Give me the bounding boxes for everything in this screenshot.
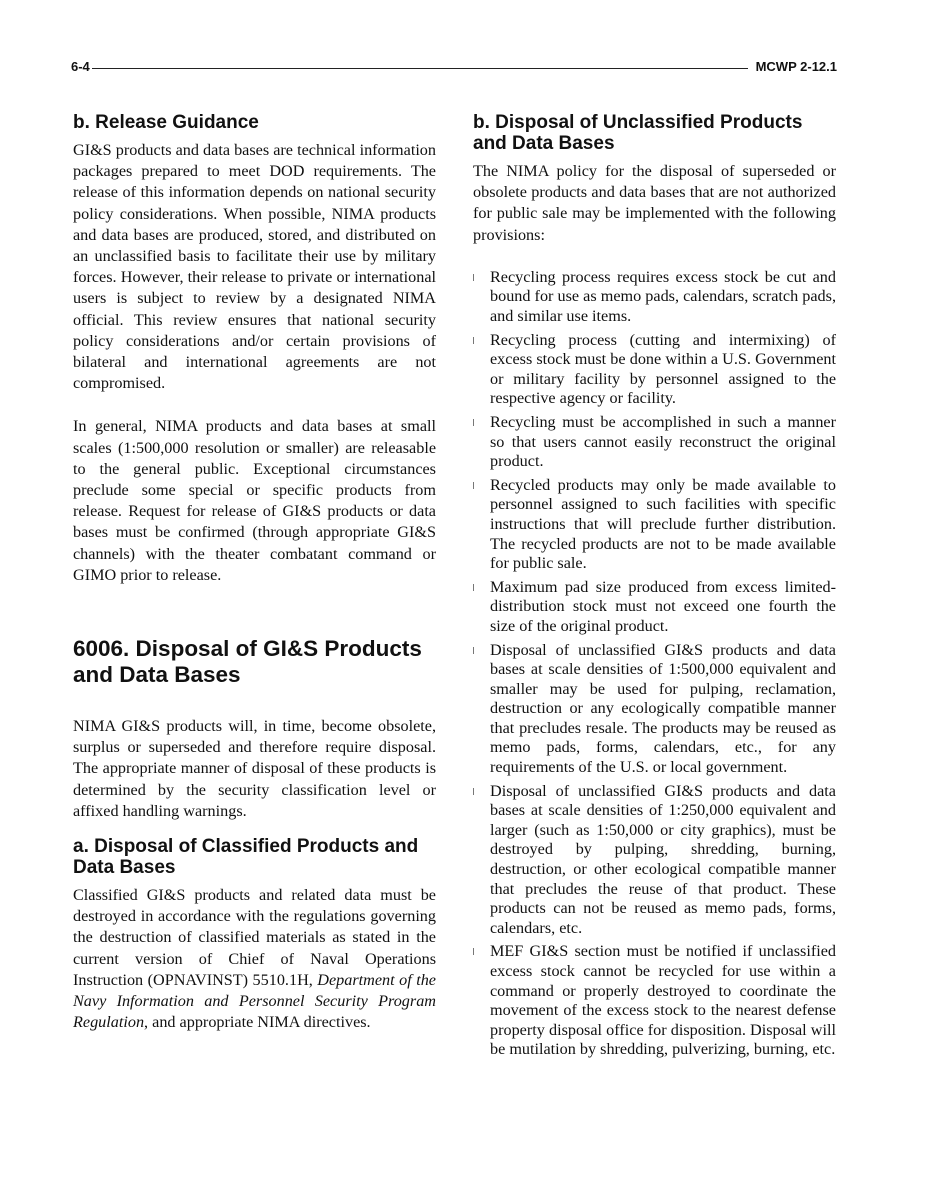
list-item-text: Disposal of unclassified GI&S products and data bases at scale densities of 1:250,000 equivalent and larger (such as 1:50,000 or city graphics), must be destroyed by pulping, shredding, burning, destruction, or other ecological compatible manner that precludes the reuse of that product. These products can not be reused as memo pads, forms, calendars, etc. [490,781,836,937]
list-item-text: Recycling must be accomplished in such a manner so that users cannot easily reconstruct the original product. [490,412,836,471]
list-item [473,942,836,1060]
page-header [71,58,837,78]
bullet-icon [473,788,474,795]
provisions-list [473,268,836,1060]
list-item [473,331,836,409]
bullet-icon [473,482,474,489]
classified-disposal-heading: a. Disposal of Classified Products and Data Bases [73,836,419,879]
bullet-icon [473,274,474,281]
page-number: 6-4 [71,59,90,74]
section-6006-heading: 6006. Disposal of GI&S Products and Data Bases [73,636,422,688]
unclassified-disposal-heading: b. Disposal of Unclassified Products and Data Bases [473,112,803,154]
section-6006-paragraph: NIMA GI&S products will, in time, become obsolete, surplus or superseded and therefore require disposal. The appropriate manner of disposal of these products is determined by the security classification level or affixed handling warnings. [73,717,436,820]
list-item-text: MEF GI&S section must be notified if unclassified excess stock cannot be recycled for use within a command or properly destroyed to coordinate the movement of the excess stock to the nearest defense property disposal office for disposition. Disposal will be mutilation by shredding, pulverizing, burning, etc. [490,942,836,1059]
bullet-icon [473,584,474,591]
regulation-title: Department of the Navy Information and Personnel Security Program Regulation [73,970,436,1032]
release-guidance-paragraph-2: In general, NIMA products and data bases at small scales (1:500,000 resolution or smaller) are releasable to the general public. Exceptional circumstances preclude some special or specific products from release. Request for release of GI&S products or data bases must be confirmed (through appropriate GI&S channels) with the theater combatant command or GIMO prior to release. [73,417,436,584]
release-guidance-heading: b. Release Guidance [73,112,259,133]
classified-text-start: Classified GI&S products and related data must be destroyed in accordance with the regulations governing the destruction of classified materials as stated in the current version of Chief of Naval Operations Instruction (OPNAVINST) 5510.1H, [73,886,436,989]
list-item [473,476,836,574]
list-item [473,641,836,778]
bullet-icon [473,948,474,955]
classified-disposal-paragraph [73,885,436,1033]
bullet-icon [473,419,474,426]
list-item-text: Recycling process requires excess stock be cut and bound for use as memo pads, calendars, scratch pads, and similar use items. [490,267,836,325]
list-item [473,268,836,327]
list-item-text: Recycled products may only be made available to personnel assigned to such facilities with specific instructions that will preclude further distribution. The recycled products are not to be made available for public sale. [490,475,836,573]
list-item-text: Recycling process (cutting and intermixing) of excess stock must be done within a U.S. Government or military facility by personnel assigned to the respective agency or facility. [490,330,836,408]
release-guidance-paragraph-1: GI&S products and data bases are technical information packages prepared to meet DOD requirements. The release of this information depends on national security policy considerations. When possible, NIMA products and data bases are produced, stored, and distributed on an unclassified basis to facilitate their use by military forces. However, their release to private or international users is subject to review by a designated NIMA official. This review ensures that national security policy considerations and/or certain provisions of bilateral and international agreements are not compromised. [73,141,436,393]
unclassified-disposal-intro: The NIMA policy for the disposal of superseded or obsolete products and data bases that are not authorized for public sale may be implemented with the following provisions: [473,162,836,244]
document-id: MCWP 2-12.1 [748,58,837,76]
right-column [473,112,836,1064]
classified-text-end: , and appropriate NIMA directives. [144,1013,371,1032]
list-item [473,782,836,939]
list-item-text: Maximum pad size produced from excess limited-distribution stock must not exceed one fourth the size of the original product. [490,577,836,635]
list-item [473,578,836,637]
bullet-icon [473,337,474,344]
bullet-icon [473,647,474,654]
header-rule [71,68,837,69]
left-column [73,112,436,1034]
list-item [473,413,836,472]
list-item-text: Disposal of unclassified GI&S products and data bases at scale densities of 1:500,000 equivalent and smaller may be used for pulping, reclamation, destruction or any ecologically compatible manner that precludes resale. The products may be reused as memo pads, forms, calendars, etc., for any requirements of the U.S. or local government. [490,640,836,777]
